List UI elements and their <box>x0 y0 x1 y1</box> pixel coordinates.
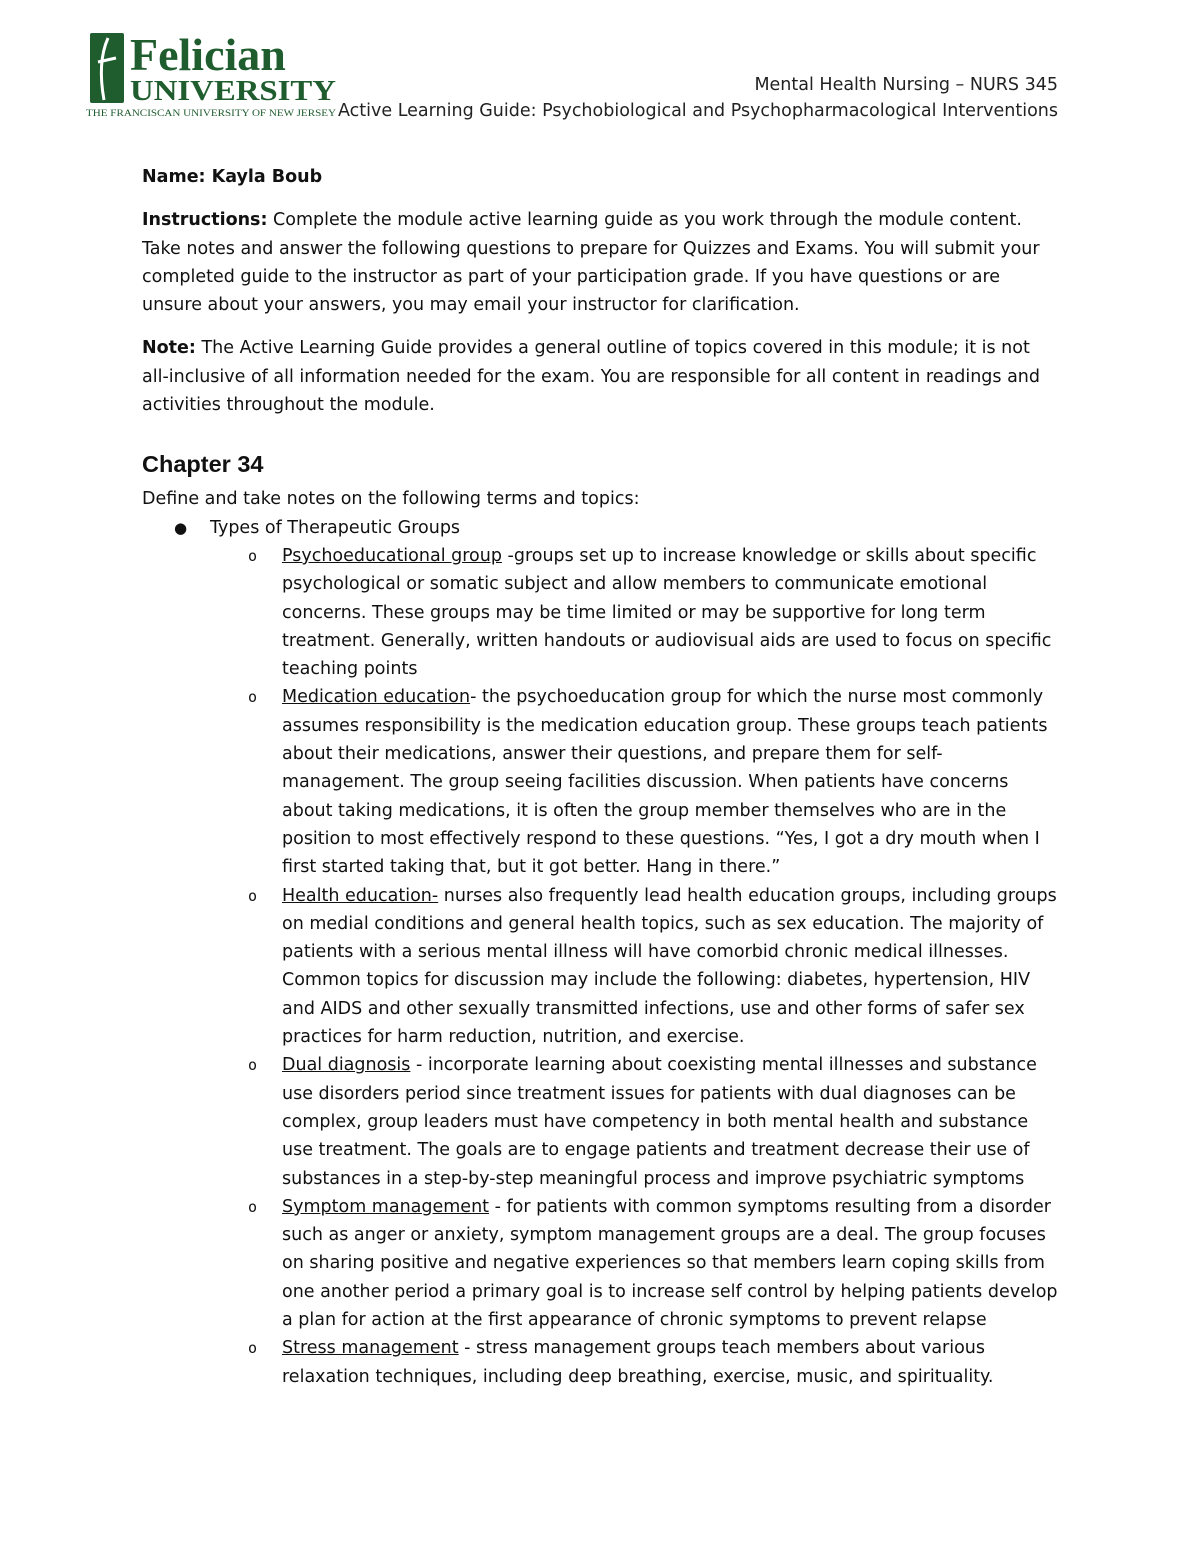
term-label: Health education- <box>282 885 439 906</box>
term-label: Stress management <box>282 1338 459 1359</box>
term-label: Symptom management <box>282 1196 490 1217</box>
chapter-heading: Chapter 34 <box>142 451 264 478</box>
logo-tagline: THE FRANCISCAN UNIVERSITY OF NEW JERSEY <box>86 109 337 119</box>
logo-name: Felician <box>130 29 286 80</box>
term-definition: - stress management groups teach members about various relaxation techniques, including deep breathing, exercise, music, and spirituality. <box>282 1338 994 1387</box>
circle-bullet-icon: o <box>248 1339 258 1358</box>
term-label: Psychoeducational group <box>282 545 502 566</box>
name-label: Name: <box>142 167 206 187</box>
chapter-intro: Define and take notes on the following terms and topics: <box>142 489 640 510</box>
list-item <box>248 683 1062 881</box>
topic-list <box>142 514 1062 1391</box>
term-definition: -groups set up to increase knowledge or skills about specific psychological or somatic subject and allow members to communicate emotional concerns. These groups may be time limited or may be supportive for long term treatment. Generally, written handouts or audiovisual aids are used to focus on specific teaching points <box>282 545 1052 680</box>
circle-bullet-icon: o <box>248 688 258 707</box>
guide-title: Active Learning Guide: Psychobiological and Psychopharmacological Interventions <box>338 101 1058 121</box>
list-item <box>248 1051 1062 1192</box>
bullet-icon: ● <box>174 518 188 537</box>
term-definition: - for patients with common symptoms resulting from a disorder such as anger or anxiety, symptom management groups are a deal. The group focuses on sharing positive and negative experiences so that members learn coping skills from one another period a primary goal is to increase self control by helping patients develop a plan for action at the first appearance of chronic symptoms to prevent relapse <box>282 1196 1058 1330</box>
term-definition: - incorporate learning about coexisting mental illnesses and substance use disorders period since treatment issues for patients with dual diagnoses can be complex, group leaders must have competency in both mental health and substance use treatment. The goals are to engage patients and treatment decrease their use of substances in a step-by-step meaningful process and improve psychiatric symptoms <box>282 1055 1037 1189</box>
list-item <box>248 882 1062 1052</box>
logo-line2: UNIVERSITY <box>130 75 337 107</box>
term-label: Dual diagnosis <box>282 1055 411 1076</box>
circle-bullet-icon: o <box>248 546 258 565</box>
circle-bullet-icon: o <box>248 1197 258 1216</box>
list-item <box>248 1193 1062 1334</box>
instructions-label: Instructions: <box>142 210 268 231</box>
course-title: Mental Health Nursing – NURS 345 <box>754 75 1058 95</box>
topic-label: Types of Therapeutic Groups <box>210 517 461 538</box>
list-item <box>248 542 1062 683</box>
student-name-line <box>142 163 1062 191</box>
list-item <box>248 1334 1062 1391</box>
term-label: Medication education <box>282 687 471 708</box>
instructions-text: Complete the module active learning guide as you work through the module content. Take notes and answer the following questions to prepare for Quizzes and Exams. You will submit your completed guide to the instructor as part of your participation grade. If you have questions or are unsure about your answers, you may email your instructor for clarification. <box>142 210 1040 316</box>
instructions-paragraph <box>142 206 1062 319</box>
group-types-list <box>210 542 1062 1391</box>
page-header <box>338 72 1058 124</box>
term-definition: - the psychoeducation group for which the nurse most commonly assumes responsibility is the medication education group. These groups teach patients about their medications, answer their questions, and prepare them for self-management. The group seeing facilities discussion. When patients have concerns about taking medications, it is often the group member themselves who are in the position to most effectively respond to these questions. “Yes, I got a dry mouth when I first started taking that, but it got better. Hang in there.” <box>282 687 1048 878</box>
term-definition: nurses also frequently lead health education groups, including groups on medial conditions and general health topics, such as sex education. The majority of patients with a serious mental illness will have comorbid chronic medical illnesses. Common topics for discussion may include the following: diabetes, hypertension, HIV and AIDS and other sexually transmitted infections, use and other forms of safer sex practices for harm reduction, nutrition, and exercise. <box>282 885 1057 1048</box>
student-name: Kayla Boub <box>211 167 323 187</box>
note-text: The Active Learning Guide provides a general outline of topics covered in this module; it is not all-inclusive of all information needed for the exam. You are responsible for all content in readings and activities throughout the module. <box>142 338 1041 416</box>
note-label: Note: <box>142 338 196 359</box>
circle-bullet-icon: o <box>248 1056 258 1075</box>
circle-bullet-icon: o <box>248 886 258 905</box>
topic-item <box>174 514 1062 1391</box>
note-paragraph <box>142 334 1062 419</box>
document-body <box>142 163 1062 1391</box>
felician-university-logo <box>86 28 346 120</box>
